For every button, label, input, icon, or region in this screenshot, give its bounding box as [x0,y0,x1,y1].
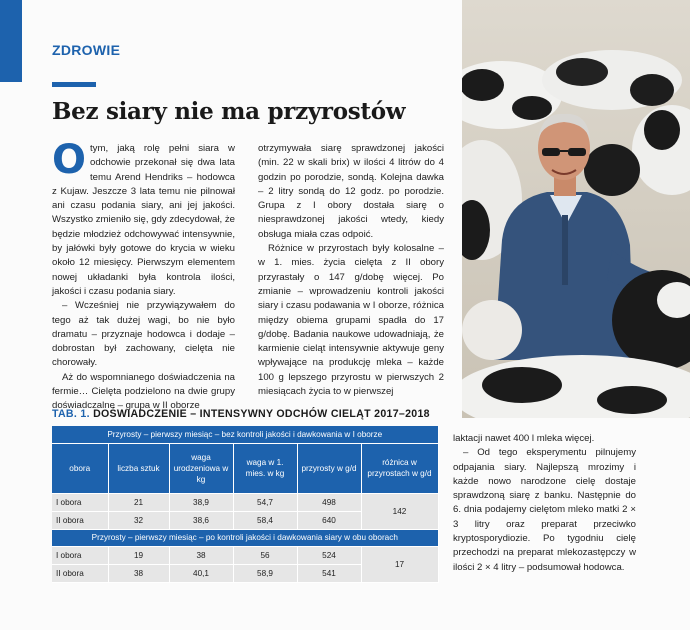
drop-cap: O [52,137,87,183]
table-header-row [52,443,438,493]
table-caption [52,408,430,420]
article-column-1 [52,137,235,414]
table-header-cell: różnica w przyrostach w g/d [361,443,438,493]
article-paragraph: laktacji nawet 400 l mleka więcej. [453,433,595,444]
table-cell: 541 [297,564,361,582]
paragraph-text: tym, jaką rolę pełni siara w odchowie przekonał się dwa lata temu Arend Hendriks – hodowca z Kujaw. Jeszcze 3 lata temu nie pilnował ani czasu podania siary, ani jej jakości. Wszystko zmieniło się, gdy zdecydował, że będzie młodzież odchowywać intensywnie, by jałówki były gotowe do krycia w wieku około 12 miesięcy. Pierwszym elementem nowej układanki była kontrola ilości, jakości i czasu podania siary. [52,143,235,297]
table-band-label: Przyrosty – pierwszy miesiąc – po kontroli jakości i dawkowania siary w obu oborach [52,529,438,546]
table-row [52,493,438,511]
table-cell: 38,6 [169,511,233,529]
table-cell: I obora [52,493,108,511]
farmer-with-cows-photo [462,0,690,418]
table-cell: 38,9 [169,493,233,511]
article-paragraph [52,137,235,299]
table-cell: II obora [52,564,108,582]
table-number: TAB. 1. [52,408,90,420]
title-rule [52,82,96,87]
table-header-cell: liczba sztuk [108,443,169,493]
table-header-cell: waga urodzeniowa w kg [169,443,233,493]
table-band-row [52,529,438,546]
table-header-cell: przyrosty w g/d [297,443,361,493]
article-paragraph: Aż do wspomnianego doświadczenia na fermie… Cielęta podzielono na dwie grupy doświadczalne – grupa w II oborze [52,371,235,412]
table-row [52,546,438,564]
table-cell: 40,1 [169,564,233,582]
table-cell: 38 [169,546,233,564]
table-header-cell: waga w 1. mies. w kg [233,443,297,493]
article-paragraph: otrzymywała siarę sprawdzonej jakości (min. 22 w skali brix) w ilości 4 litrów do 4 godzin po porodzie, sondą. Kolejna dawka – 2 litry sondą do 12 godz. po porodzie. Grupa z I obory dostała siarę o niesprawdzonej jakości wtedy, kiedy obsługa miała czas odpoić. [258,143,444,240]
table-cell: 21 [108,493,169,511]
table-cell: 19 [108,546,169,564]
table-cell: 38 [108,564,169,582]
table-diff-cell: 17 [361,546,438,582]
table-band-label: Przyrosty – pierwszy miesiąc – bez kontroli jakości i dawkowania w I oborze [52,426,438,443]
table-cell: 32 [108,511,169,529]
article-title: Bez siary nie ma przyrostów [52,98,406,125]
table-header-cell: obora [52,443,108,493]
section-label: ZDROWIE [52,42,121,58]
article-column-3 [453,432,636,575]
table-cell: 524 [297,546,361,564]
section-marker-bar [0,0,22,82]
article-paragraph: Różnice w przyrostach były kolosalne – w 1. mies. życia cielęta z II obory przyrastały o 147 g/dobę więcej. Po zmianie – wprowadzeniu kontroli jakości siary i czasu podawania w I oborze, różnica między obiema grupami spadła do 17 g/dobę. Badania naukowe udowadniają, że karmienie cieląt intensywnie aktywuje geny wpływające na produkcję mleka – każde 100 g lepszego przyrostu w pierwszych 2 miesiącach życia to w pierwszej [258,243,444,398]
table-cell: 54,7 [233,493,297,511]
article-paragraph: – Od tego eksperymentu pilnujemy odpajania siary. Najlepszą mrozimy i każde nowo narodzone cielę dostaje sprawdzoną siarę z banku. Następnie do 6. dnia podajemy cielętom mleko matki 2 × 3 litry oraz preparat przeciwko kryptosporydiozie. Po tygodniu cielę przechodzi na preparat mlekozastępczy w ilości 2 × 4 litry – podsumował hodowca. [453,447,636,573]
article-column-2 [258,142,444,399]
table-cell: 56 [233,546,297,564]
table-band-row [52,426,438,443]
table-cell: II obora [52,511,108,529]
table-diff-cell: 142 [361,493,438,529]
table-title: DOŚWIADCZENIE – INTENSYWNY ODCHÓW CIELĄT 2017–2018 [93,408,430,420]
table-cell: 498 [297,493,361,511]
photo-illustration [462,0,690,418]
experiment-table [52,426,439,583]
article-paragraph: – Wcześniej nie przywiązywałem do tego aż tak dużej wagi, bo nie było dramatu – przyznaje hodowca i dodaje – dobrostan był zachowany, cielęta nie chorowały. [52,300,235,369]
table-cell: I obora [52,546,108,564]
table-cell: 640 [297,511,361,529]
table-cell: 58,9 [233,564,297,582]
table-cell: 58,4 [233,511,297,529]
